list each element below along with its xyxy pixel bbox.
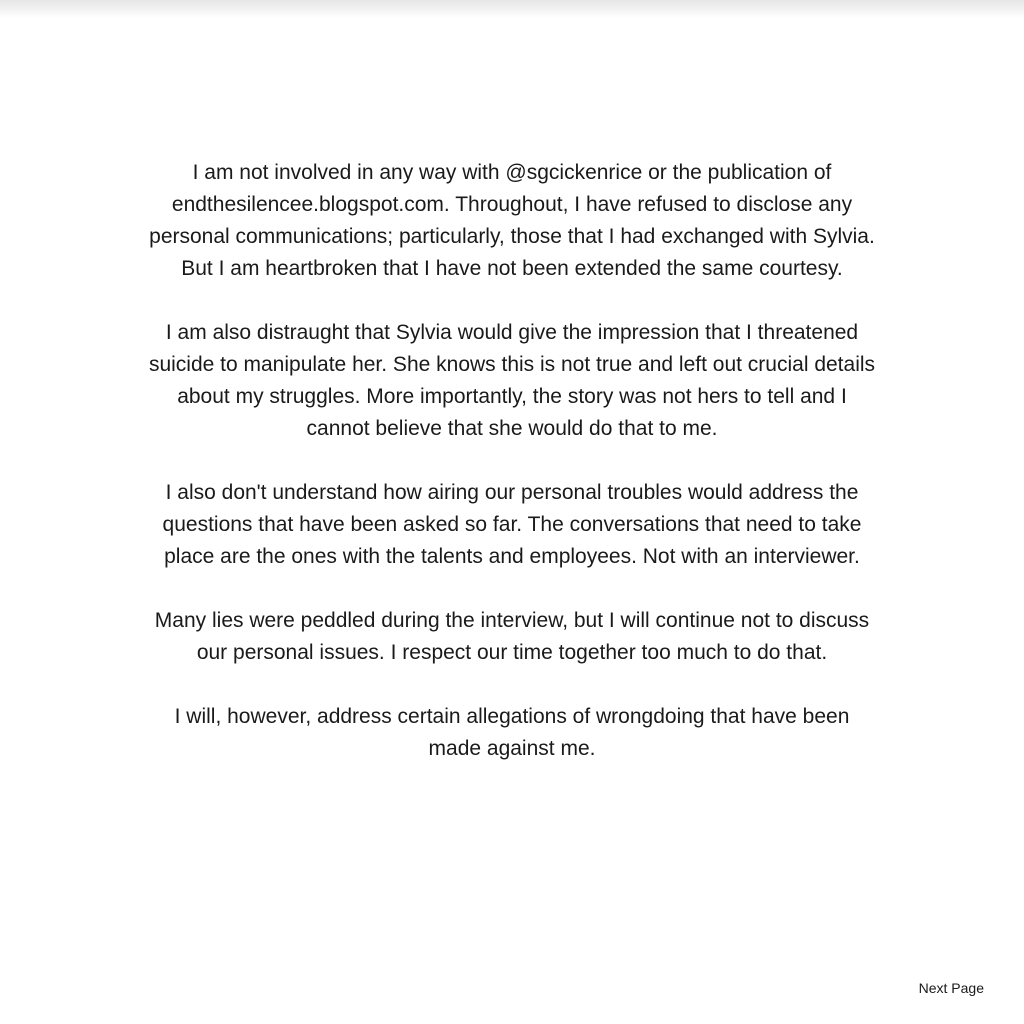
paragraph-2 (0, 317, 1024, 445)
top-edge-shadow (0, 0, 1024, 18)
paragraph-5 (0, 701, 1024, 765)
paragraph-3 (0, 477, 1024, 573)
paragraph-line: made against me. (428, 737, 596, 760)
paragraph-4 (0, 605, 1024, 669)
paragraph-line: I am also distraught that Sylvia would give the impression that I threatened (165, 321, 859, 344)
paragraph-line: Many lies were peddled during the interview, but I will continue not to discuss (154, 609, 870, 632)
paragraph-line: personal communications; particularly, those that I had exchanged with Sylvia. (149, 225, 875, 248)
paragraph-line: I will, however, address certain allegations of wrongdoing that have been (174, 705, 850, 728)
next-page-link[interactable]: Next Page (918, 980, 984, 996)
paragraph-line: suicide to manipulate her. She knows this is not true and left out crucial details (148, 353, 876, 376)
paragraph-line: endthesilencee.blogspot.com. Throughout, I have refused to disclose any (171, 193, 853, 216)
paragraph-line: cannot believe that she would do that to me. (306, 417, 718, 440)
paragraph-line: I am not involved in any way with @sgcickenrice or the publication of (192, 161, 832, 184)
paragraph-line: questions that have been asked so far. The conversations that need to take (162, 513, 862, 536)
paragraph-line: place are the ones with the talents and employees. Not with an interviewer. (164, 545, 860, 568)
paragraph-line: I also don't understand how airing our personal troubles would address the (165, 481, 859, 504)
paragraph-1 (0, 157, 1024, 285)
statement-body (0, 157, 1024, 797)
paragraph-line: our personal issues. I respect our time together too much to do that. (196, 641, 828, 664)
paragraph-line: about my struggles. More importantly, the story was not hers to tell and I (177, 385, 847, 408)
paragraph-line: But I am heartbroken that I have not been extended the same courtesy. (181, 257, 843, 280)
